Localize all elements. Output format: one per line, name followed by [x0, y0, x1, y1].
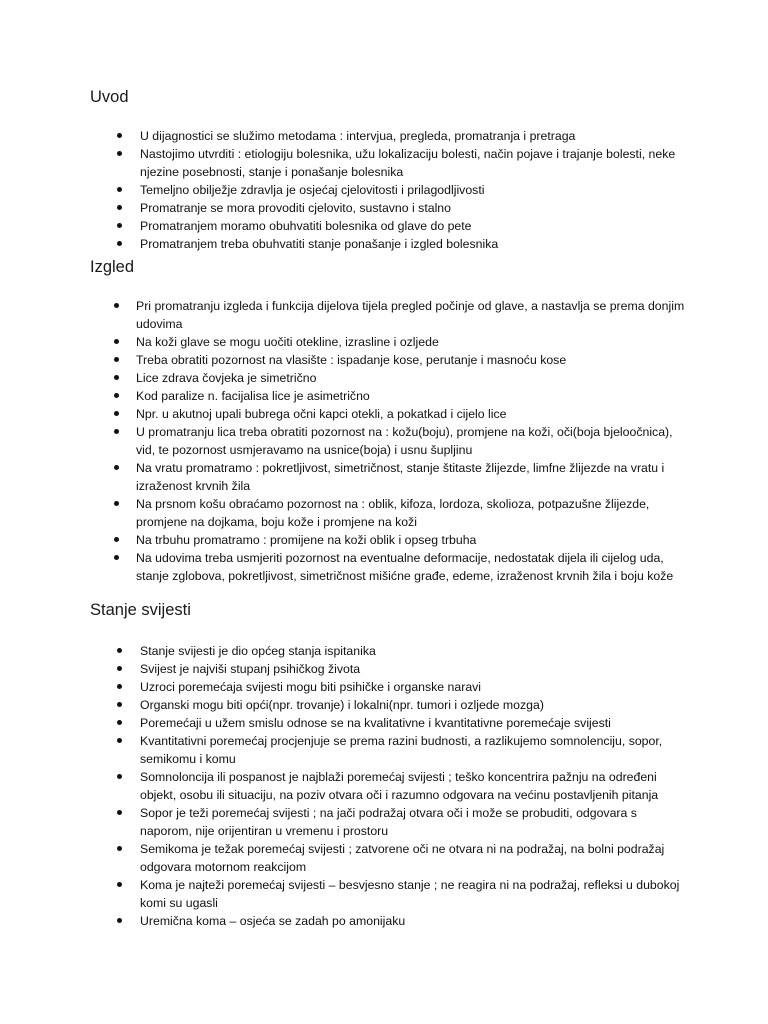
list-item: Na trbuhu promatramo : promijene na koži oblik i opseg trbuha — [90, 531, 690, 549]
list-item: Uzroci poremećaja svijesti mogu biti psihičke i organske naravi — [90, 678, 690, 696]
section-stanje-svijesti — [90, 600, 690, 930]
list-item: Stanje svijesti je dio općeg stanja ispitanika — [90, 642, 690, 660]
list-item: U dijagnostici se služimo metodama : intervjua, pregleda, promatranja i pretraga — [90, 127, 690, 145]
list-item: Lice zdrava čovjeka je simetrično — [90, 369, 690, 387]
section-heading: Izgled — [90, 258, 135, 276]
list-item: Koma je najteži poremećaj svijesti – besvjesno stanje ; ne reagira ni na podražaj, refleksi u dubokoj komi su ugasli — [90, 876, 690, 912]
list-item: Poremećaji u užem smislu odnose se na kvalitativne i kvantitativne poremećaje svijesti — [90, 714, 690, 732]
bullet-list — [90, 297, 690, 585]
list-item: U promatranju lica treba obratiti pozornost na : kožu(boju), promjene na koži, oči(boja bjeloočnica), vid, te pozornost usmjeravamo na usnice(boja) i usnu šupljinu — [90, 423, 690, 459]
list-item: Promatranjem treba obuhvatiti stanje ponašanje i izgled bolesnika — [90, 235, 690, 253]
list-item: Sopor je teži poremećaj svijesti ; na jači podražaj otvara oči i može se probuditi, odgovara s naporom, nije orijentiran u vremenu i prostoru — [90, 804, 690, 840]
list-item: Na vratu promatramo : pokretljivost, simetričnost, stanje štitaste žlijezde, limfne žlijezde na vratu i izraženost krvnih žila — [90, 459, 690, 495]
list-item: Kvantitativni poremećaj procjenjuje se prema razini budnosti, a razlikujemo somnolenciju, sopor, semikomu i komu — [90, 732, 690, 768]
list-item: Organski mogu biti opći(npr. trovanje) i lokalni(npr. tumori i ozljede mozga) — [90, 696, 690, 714]
list-item: Promatranjem moramo obuhvatiti bolesnika od glave do pete — [90, 217, 690, 235]
list-item: Na prsnom košu obraćamo pozornost na : oblik, kifoza, lordoza, skolioza, potpazušne žlijezde, promjene na dojkama, boju kože i promjene na koži — [90, 495, 690, 531]
list-item: Na koži glave se mogu uočiti otekline, izrasline i ozljede — [90, 333, 690, 351]
section-uvod — [90, 87, 690, 253]
section-heading: Stanje svijesti — [90, 601, 191, 619]
list-item: Kod paralize n. facijalisa lice je asimetrično — [90, 387, 690, 405]
list-item: Somnoloncija ili pospanost je najblaži poremećaj svijesti ; teško koncentrira pažnju na određeni objekt, osobu ili situaciju, na poziv otvara oči i razumno odgovara na većinu postavljenih pitanja — [90, 768, 690, 804]
section-izgled — [90, 257, 690, 585]
list-item: Npr. u akutnoj upali bubrega očni kapci otekli, a pokatkad i cijelo lice — [90, 405, 690, 423]
list-item: Svijest je najviši stupanj psihičkog života — [90, 660, 690, 678]
list-item: Treba obratiti pozornost na vlasište : ispadanje kose, perutanje i masnoću kose — [90, 351, 690, 369]
list-item: Temeljno obilježje zdravlja je osjećaj cjelovitosti i prilagodljivosti — [90, 181, 690, 199]
list-item: Uremična koma – osjeća se zadah po amonijaku — [90, 912, 690, 930]
bullet-list — [90, 642, 690, 930]
bullet-list — [90, 127, 690, 253]
section-heading: Uvod — [90, 88, 129, 106]
list-item: Pri promatranju izgleda i funkcija dijelova tijela pregled počinje od glave, a nastavlja se prema donjim udovima — [90, 297, 690, 333]
list-item: Semikoma je težak poremećaj svijesti ; zatvorene oči ne otvara ni na podražaj, na bolni podražaj odgovara motornom reakcijom — [90, 840, 690, 876]
list-item: Nastojimo utvrditi : etiologiju bolesnika, užu lokalizaciju bolesti, način pojave i trajanje bolesti, neke njezine posebnosti, stanje i ponašanje bolesnika — [90, 145, 690, 181]
list-item: Na udovima treba usmjeriti pozornost na eventualne deformacije, nedostatak dijela ili cijelog uda, stanje zglobova, pokretljivost, simetričnost mišićne građe, edeme, izraženost krvnih žila i boju kože — [90, 549, 690, 585]
list-item: Promatranje se mora provoditi cjelovito, sustavno i stalno — [90, 199, 690, 217]
